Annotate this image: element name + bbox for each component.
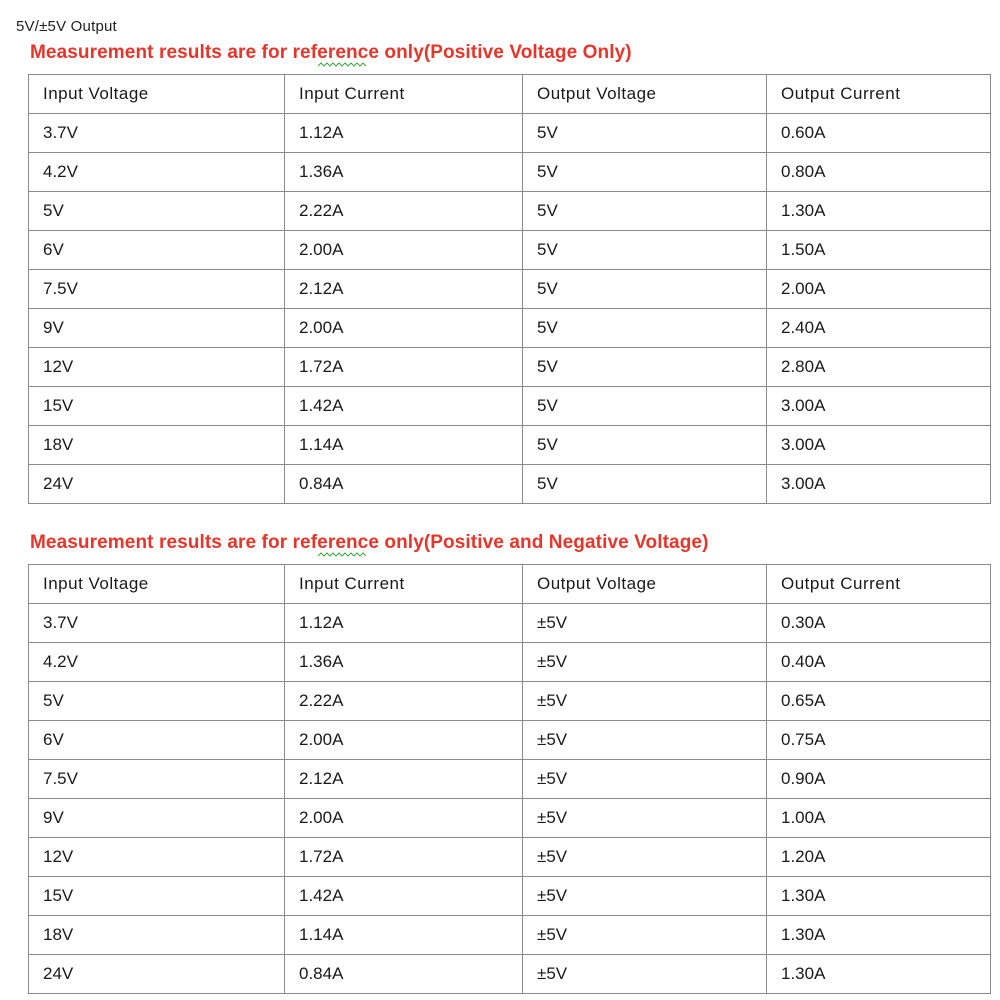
cell-input-current: 2.00A <box>285 721 523 760</box>
column-header-output-current: Output Current <box>767 565 991 604</box>
spellcheck-squiggle-icon <box>318 552 366 557</box>
cell-input-voltage: 7.5V <box>29 760 285 799</box>
cell-output-current: 2.40A <box>767 309 991 348</box>
cell-output-current: 0.65A <box>767 682 991 721</box>
cell-input-voltage: 9V <box>29 799 285 838</box>
table-positive-negative-voltage <box>28 564 991 994</box>
cell-output-current: 3.00A <box>767 426 991 465</box>
cell-input-current: 2.00A <box>285 231 523 270</box>
table-row <box>29 643 991 682</box>
cell-input-current: 2.12A <box>285 760 523 799</box>
cell-input-voltage: 6V <box>29 231 285 270</box>
cell-output-voltage: ±5V <box>523 721 767 760</box>
table-row <box>29 387 991 426</box>
cell-input-voltage: 24V <box>29 465 285 504</box>
cell-output-voltage: 5V <box>523 387 767 426</box>
cell-output-voltage: 5V <box>523 114 767 153</box>
cell-input-voltage: 7.5V <box>29 270 285 309</box>
cell-output-current: 0.75A <box>767 721 991 760</box>
table-row <box>29 192 991 231</box>
cell-output-voltage: 5V <box>523 153 767 192</box>
column-header-input-voltage: Input Voltage <box>29 75 285 114</box>
table-row <box>29 721 991 760</box>
cell-input-current: 2.12A <box>285 270 523 309</box>
cell-input-voltage: 3.7V <box>29 604 285 643</box>
cell-output-voltage: ±5V <box>523 916 767 955</box>
cell-output-voltage: 5V <box>523 270 767 309</box>
cell-input-current: 1.12A <box>285 604 523 643</box>
cell-output-current: 0.60A <box>767 114 991 153</box>
section-title-positive <box>30 42 632 64</box>
cell-input-voltage: 15V <box>29 877 285 916</box>
cell-input-current: 2.00A <box>285 799 523 838</box>
table-row <box>29 760 991 799</box>
column-header-input-current: Input Current <box>285 565 523 604</box>
table-row <box>29 604 991 643</box>
cell-output-current: 0.40A <box>767 643 991 682</box>
cell-input-voltage: 5V <box>29 192 285 231</box>
cell-output-voltage: ±5V <box>523 682 767 721</box>
cell-input-voltage: 3.7V <box>29 114 285 153</box>
cell-output-current: 1.20A <box>767 838 991 877</box>
column-header-output-voltage: Output Voltage <box>523 565 767 604</box>
cell-output-voltage: 5V <box>523 192 767 231</box>
table-row <box>29 799 991 838</box>
cell-output-current: 0.30A <box>767 604 991 643</box>
cell-output-voltage: ±5V <box>523 760 767 799</box>
table-row <box>29 270 991 309</box>
cell-input-voltage: 24V <box>29 955 285 994</box>
cell-output-voltage: ±5V <box>523 877 767 916</box>
spellcheck-squiggle-icon <box>318 62 366 67</box>
table-row <box>29 309 991 348</box>
cell-input-current: 1.14A <box>285 916 523 955</box>
cell-output-current: 1.30A <box>767 192 991 231</box>
section-title-positive-negative <box>30 532 709 554</box>
cell-output-voltage: 5V <box>523 348 767 387</box>
cell-output-current: 1.50A <box>767 231 991 270</box>
table-header-row <box>29 75 991 114</box>
cell-input-current: 2.00A <box>285 309 523 348</box>
cell-input-current: 1.42A <box>285 387 523 426</box>
cell-output-current: 0.90A <box>767 760 991 799</box>
table-row <box>29 153 991 192</box>
table-header-row <box>29 565 991 604</box>
section-title-positive-text: Measurement results are for reference only(Positive Voltage Only) <box>30 42 632 63</box>
column-header-output-current: Output Current <box>767 75 991 114</box>
column-header-input-current: Input Current <box>285 75 523 114</box>
cell-input-voltage: 5V <box>29 682 285 721</box>
table-row <box>29 916 991 955</box>
cell-output-current: 2.00A <box>767 270 991 309</box>
cell-input-voltage: 12V <box>29 348 285 387</box>
cell-input-voltage: 6V <box>29 721 285 760</box>
cell-output-current: 2.80A <box>767 348 991 387</box>
cell-output-current: 3.00A <box>767 465 991 504</box>
cell-output-voltage: ±5V <box>523 838 767 877</box>
table-row <box>29 838 991 877</box>
cell-input-voltage: 18V <box>29 916 285 955</box>
table-row <box>29 877 991 916</box>
cell-input-current: 1.12A <box>285 114 523 153</box>
cell-output-current: 1.30A <box>767 877 991 916</box>
cell-input-current: 1.36A <box>285 643 523 682</box>
cell-output-current: 1.00A <box>767 799 991 838</box>
cell-input-current: 1.14A <box>285 426 523 465</box>
cell-input-voltage: 4.2V <box>29 643 285 682</box>
cell-input-voltage: 12V <box>29 838 285 877</box>
table-row <box>29 348 991 387</box>
cell-output-voltage: ±5V <box>523 799 767 838</box>
cell-output-voltage: ±5V <box>523 955 767 994</box>
cell-input-current: 0.84A <box>285 955 523 994</box>
cell-output-voltage: ±5V <box>523 643 767 682</box>
cell-output-voltage: 5V <box>523 309 767 348</box>
column-header-output-voltage: Output Voltage <box>523 75 767 114</box>
table-row <box>29 682 991 721</box>
cell-input-voltage: 18V <box>29 426 285 465</box>
cell-output-current: 3.00A <box>767 387 991 426</box>
page-title: 5V/±5V Output <box>16 18 117 35</box>
cell-input-current: 1.42A <box>285 877 523 916</box>
cell-input-current: 1.36A <box>285 153 523 192</box>
section-spacer <box>14 504 986 532</box>
cell-output-current: 1.30A <box>767 916 991 955</box>
cell-input-voltage: 4.2V <box>29 153 285 192</box>
column-header-input-voltage: Input Voltage <box>29 565 285 604</box>
cell-input-current: 2.22A <box>285 682 523 721</box>
cell-input-voltage: 15V <box>29 387 285 426</box>
cell-output-voltage: 5V <box>523 465 767 504</box>
table-row <box>29 426 991 465</box>
cell-output-current: 0.80A <box>767 153 991 192</box>
cell-input-current: 1.72A <box>285 838 523 877</box>
cell-output-voltage: ±5V <box>523 604 767 643</box>
table-positive-voltage <box>28 74 991 504</box>
cell-output-voltage: 5V <box>523 231 767 270</box>
table-row <box>29 955 991 994</box>
table-row <box>29 465 991 504</box>
section-title-positive-negative-text: Measurement results are for reference only(Positive and Negative Voltage) <box>30 532 709 553</box>
cell-input-current: 0.84A <box>285 465 523 504</box>
cell-input-current: 1.72A <box>285 348 523 387</box>
cell-output-voltage: 5V <box>523 426 767 465</box>
table-row <box>29 231 991 270</box>
cell-input-voltage: 9V <box>29 309 285 348</box>
cell-input-current: 2.22A <box>285 192 523 231</box>
cell-output-current: 1.30A <box>767 955 991 994</box>
table-row <box>29 114 991 153</box>
